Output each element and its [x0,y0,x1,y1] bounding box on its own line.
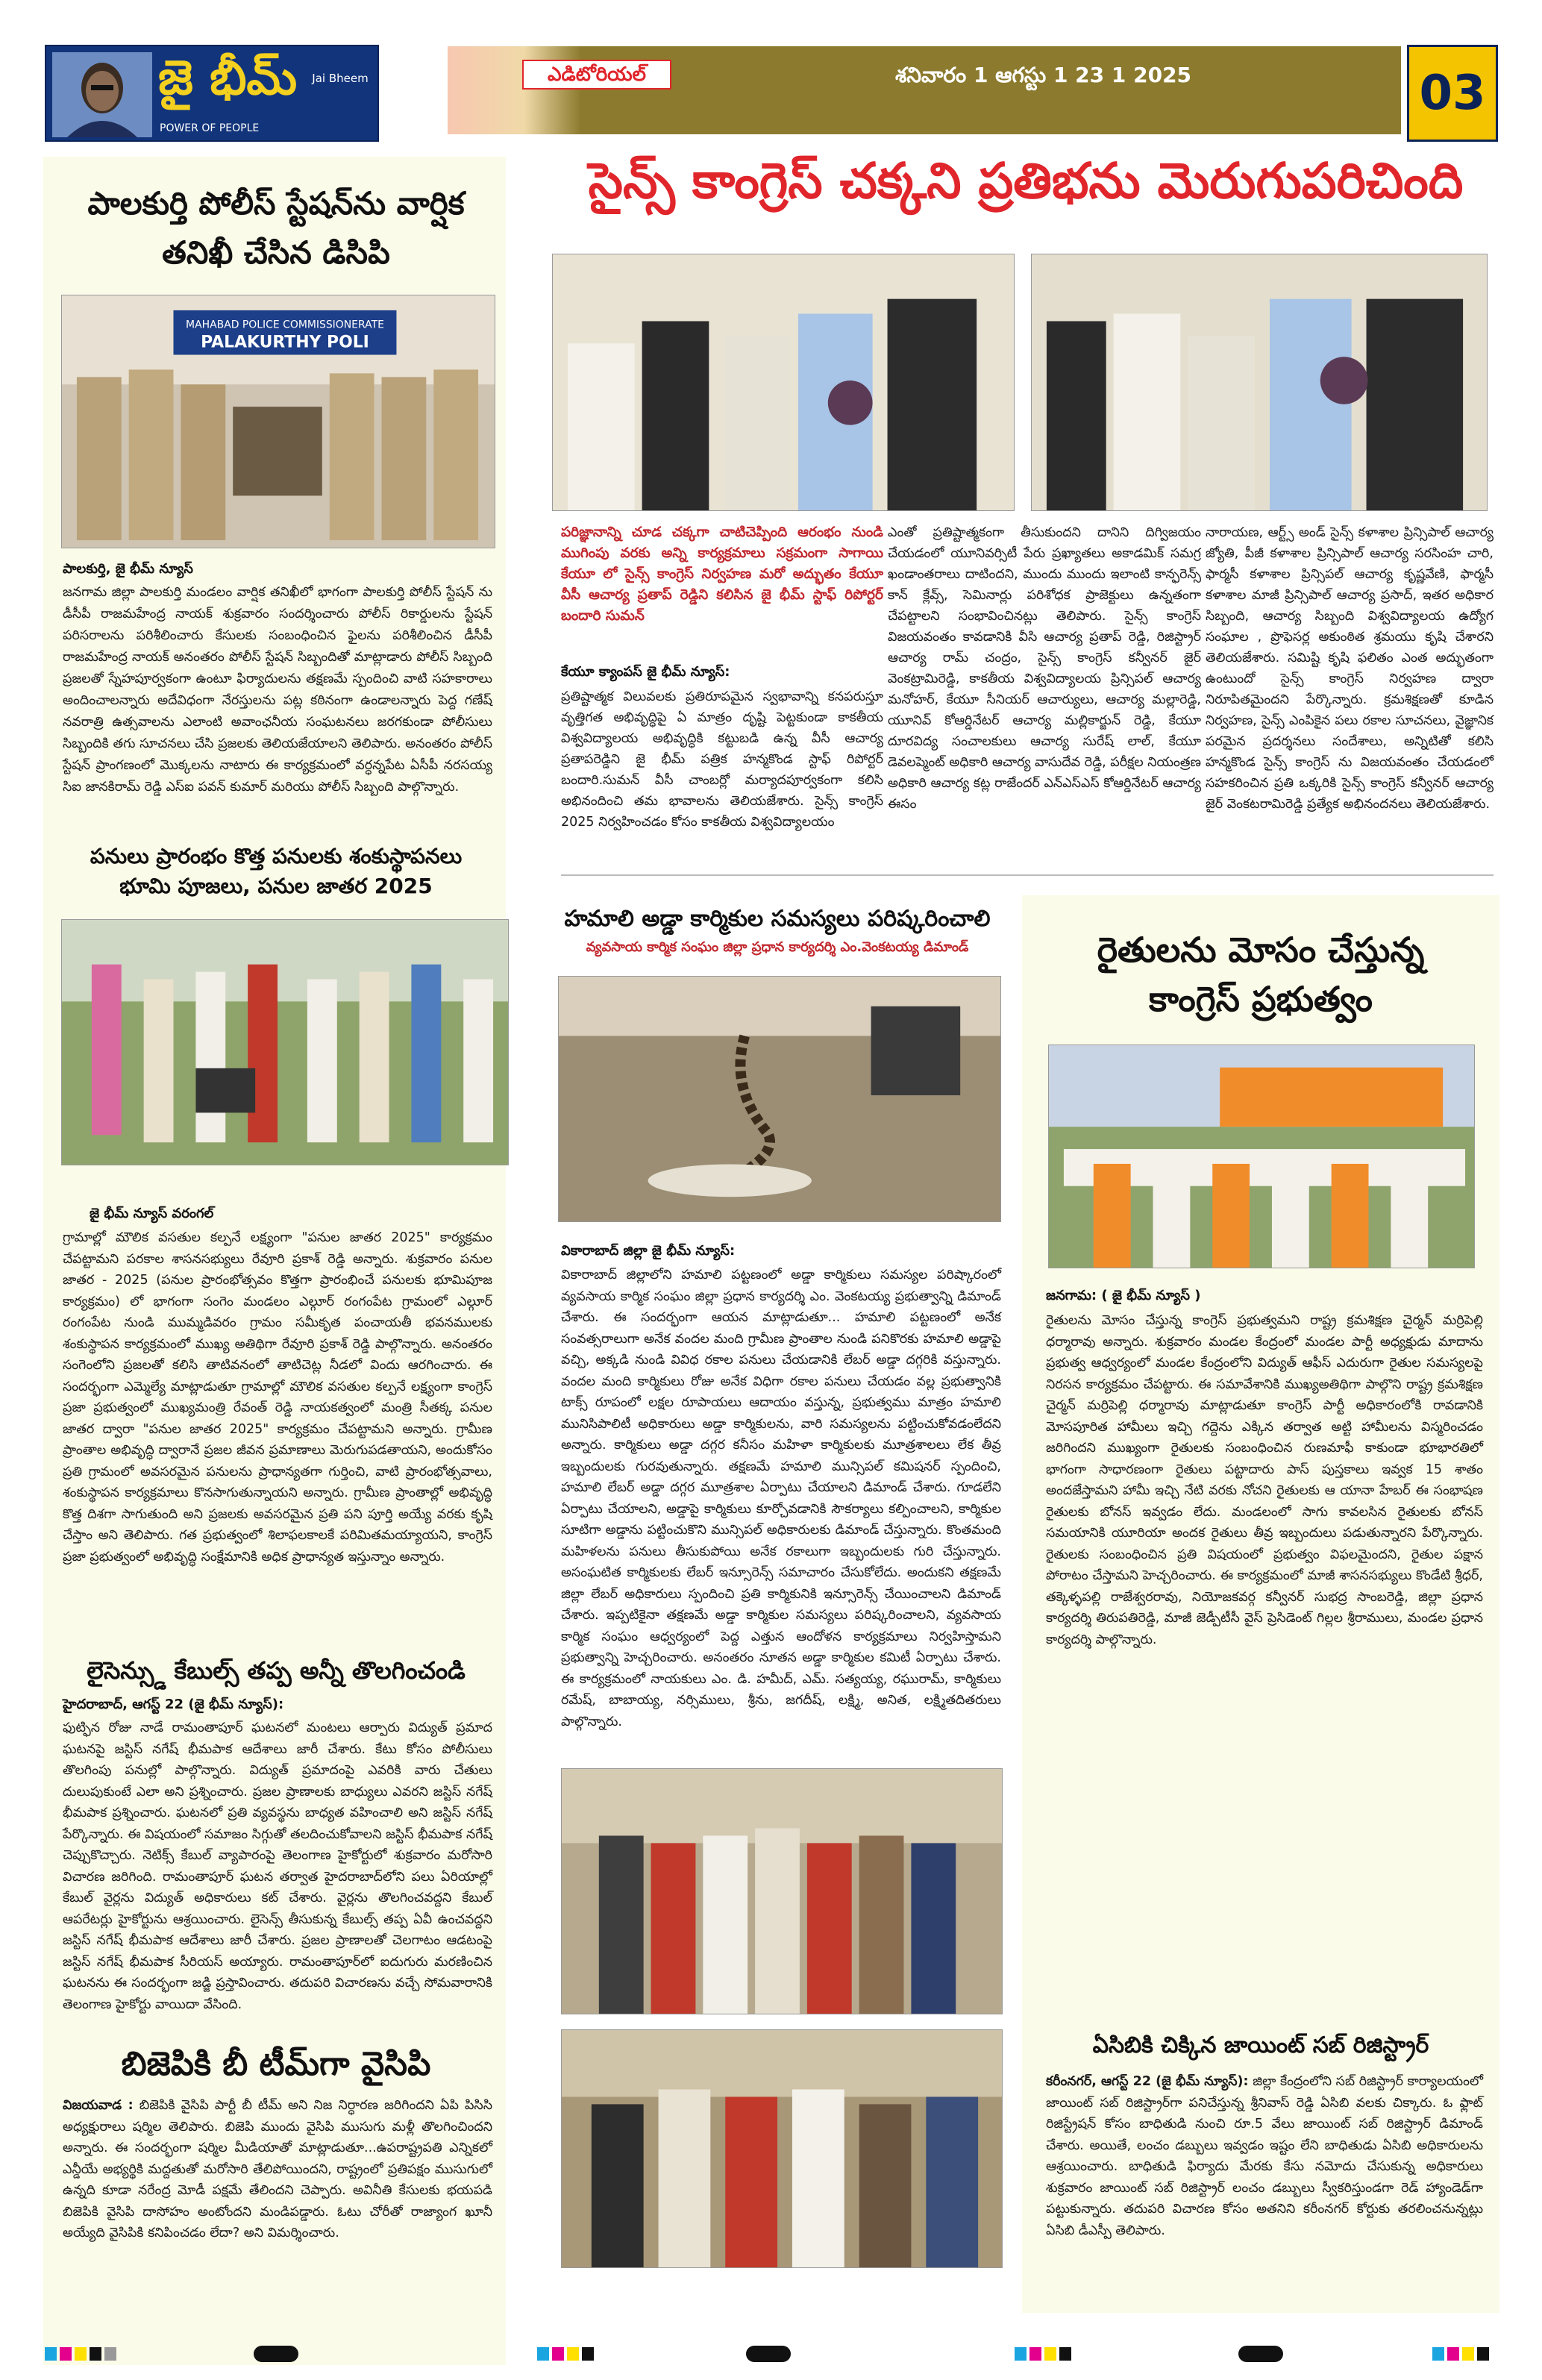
farmers-headline: రైతులను మోసం చేస్తున్న [1097,930,1425,970]
pannula-headline-2: భూమి పూజలు, పనుల జాతర 2025 [119,874,433,898]
bjp-body [63,2095,492,2244]
photo-sign: PALAKURTHY POLI [201,333,369,352]
brand-tagline: POWER OF PEOPLE [160,122,260,134]
hamali-photo-2 [561,1768,1003,2014]
cables-body: ఫుట్ఫిన రోజు నాడే రామంతాపూర్ ఘటనలో మంటలు ఆర్పారు విద్యుత్ ప్రమాద ఘటనపై జస్టిస్ నగేష్ భీమపాక ఆదేశాలు జారీ చేశారు. కేటు కోసం పోలీసులు తొలగింపు పనుల్లో పాల్గొన్నారు. విద్యుత్ ప్రమాదంపై ఎవరికి వారు చేతులు దులుపుకుంటే ఎలా అని ప్రశ్నించారు. ప్రజల ప్రాణాలకు బాధ్యులు ఎవరని జస్టిస్ నగేష్ భీమపాక ప్రశ్నించారు. ఘటనలో ప్రతి వ్యవస్థను బాధ్యత వహించాలి అని జస్టిస్ నగేష్ పేర్కొన్నారు. ఈ విషయంలో సమాజం సిగ్గుతో తలదించుకోవాలని జస్టిస్ భీమపాక నగేష్ చెప్పుకొచ్చారు. నెటిక్స్ కేబుల్ వ్యాపారంపై తెలంగాణ హైకోర్టులో శుక్రవారం మరోసారి విచారణ జరిగింది. రామంతాపూర్ ఘటన తర్వాత హైదరాబాద్‌లోని పలు ఏరియాల్లో కేబుల్ వైర్లను విద్యుత్ అధికారులు కట్ చేశారు. వైర్లను తొలగించవద్దని కేబుల్ ఆపరేటర్లు హైకోర్టును ఆశ్రయించారు. లైసెన్స్ తీసుకున్న కేబుల్స్ తప్ప ఏవీ ఉంచవద్దని జస్టిస్ నగేష్ భీమపాక ఆదేశాలు జారీ చేశారు. ప్రజల ప్రాణాలతో చెలగాటం ఆడటంపై జస్టిస్ నగేష్ భీమపాక సీరియస్ అయ్యారు. రామంతాపూర్‌లో ఐదుగురు మరణించిన ఘటనను ఈ సందర్భంగా జడ్జి ప్రస్తావించారు. తదుపరి విచారణను వచ్చే సోమవారానికి తెలంగాణ హైకోర్టు వాయిదా వేసింది. [63,1720,492,2012]
brand-small-logo: Jai Bheem [312,72,369,85]
science-headline: సైన్స్ కాంగ్రెస్ చక్కని ప్రతిభను మెరుగుపరిచింది [588,152,1464,210]
acb-headline: ఏసిబికి చిక్కిన జాయింట్ సబ్ రిజిస్ట్రార్ [1092,2032,1429,2058]
hamali-photo-3 [561,2029,1003,2268]
palakurthi-photo [61,295,495,548]
farmers-photo [1048,1045,1475,1268]
palakurthi-body: జనగామ జిల్లా పాలకుర్తి మండలం వార్షిక తనిఖీలో భాగంగా పాలకుర్తి పోలీస్ స్టేషన్ ను డీసీపీ రాజమహేంద్ర నాయక్ శుక్రవారం సందర్శించారు పోలీస్ రికార్డులను స్టేషన్ పరిసరాలను పరిశీలించారు కేసులకు సంబంధించిన ఫైలను పరిశీలించిన డీసీపీ రాజమహేంద్ర నాయక్ అనంతరం పోలీస్ స్టేషన్ సిబ్బందితో మాట్లాడారు పోలీస్ సిబ్బంది ప్రజలతో స్నేహపూర్వకంగా ఉంటూ ఫిర్యాదులను తక్షణమే స్పందించి వాటి సహకారాలు అందించాలన్నారు అదేవిధంగా నేరస్తులను పట్ల కఠినంగా ఉండాలన్నారు పెద్ద గణేష్ నవరాత్రి ఉత్సవాలను ఎలాంటి అవాంఛనీయ సంఘటనలు జరగకుండా పోలీసులు సిబ్బందికి తగు సూచనలు చేసి ప్రజలకు తెలియజేయాలని తెలిపారు. అనంతరం పోలీస్ స్టేషన్ ప్రాంగణంలో మొక్కలను నాటారు ఈ కార్యక్రమంలో వర్ధన్నపేట ఏసీపీ నరసయ్య సిఐ జానకిరామ్ రెడ్డి ఎస్ఐ పవన్ కుమార్ మరియు పోలీస్ సిబ్బంది పాల్గొన్నారు. [63,585,492,795]
pannula-body: గ్రామాల్లో మౌలిక వసతుల కల్పనే లక్ష్యంగా "పనుల జాతర 2025" కార్యక్రమం చేపట్టామని పరకాల శాసనసభ్యులు రేవూరి ప్రకాశ్ రెడ్డి అన్నారు. శుక్రవారం పనుల జాతర - 2025 (పనుల ప్రారంభోత్సవం కొత్తగా ప్రారంభించే పనులకు భూమిపూజ కార్యక్రమం) లో భాగంగా సంగెం మండలం ఎల్గూర్ రంగంపేట గ్రామంలో ఎల్గూర్ రంగంపేట నుండి ముమ్మడివరం గ్రామం సమీకృత పంచాయతీ భవనములకు శంకుస్థాపన కార్యక్రమంలో ముఖ్య అతిథిగా రేవూరి ప్రకాశ్ రెడ్డి పాల్గొన్నారు. అనంతరం సంగెంలోని ప్రజలతో కలిసి తాటివనంలో తాటిచెట్ల నీడలో విందు ఆరగించారు. ఈ సందర్భంగా ఎమ్మెల్యే మాట్లాడుతూ గ్రామాల్లో మౌలిక వసతుల కల్పనే లక్ష్యంగా కాంగ్రెస్ ప్రజా ప్రభుత్వంలో ముఖ్యమంత్రి రేవంత్ రెడ్డి నాయకత్వంలో మంత్రి సీతక్క పనుల జాతర ద్వారా "పనుల జాతర 2025" కార్యక్రమం చేపట్టామని అన్నారు. గ్రామీణ ప్రాంతాల అభివృద్ధి ద్వారానే ప్రజల జీవన ప్రమాణాలు మెరుగుపడతాయని, అందుకోసం ప్రతి గ్రామంలో అవసరమైన పనులను ప్రాధాన్యతగా గుర్తించి, వాటి ప్రారంభోత్సవాలు, శంకుస్థాపన కార్యక్రమాలు కొనసాగుతున్నాయని అన్నారు. గ్రామీణ ప్రాంతాల్లో అభివృద్ధి కొత్త దిశగా సాగుతుంది అని ప్రజలకు అవసరమైన ప్రతి పని పూర్తి అయ్యే వరకు కృషి చేస్తాం అని తెలిపారు. గత ప్రభుత్వంలో శిలాఫలకాలకే పరిమితమయ్యాయని, కాంగ్రెస్ ప్రజా ప్రభుత్వంలో అభివృద్ధి సంక్షేమానికి అధిక ప్రాధాన్యత ఇస్తున్నాం అన్నారు. [63,1230,492,1565]
header-band [448,46,1401,134]
page-number: 03 [1407,45,1498,142]
acb-body [1046,2071,1483,2241]
photo-sign-top: MAHABAD POLICE COMMISSIONERATE [186,319,384,331]
science-col1: ప్రతిష్టాత్మక విలువలకు ప్రతిరూపమైన స్వభావాన్ని కనపరుస్తూ వృత్తిగత అభివృద్ధిపై ఏ మాత్రం దృష్టి పెట్టకుండా కాకతీయ విశ్వవిద్యాలయ అభివృద్ధికి కట్టుబడి ఉన్న వీసీ ఆచార్య ప్రతాపరెడ్డిని జై భీమ్ పత్రిక హన్మకొండ స్టాఫ్ రిపోర్టర్ బందారి.సుమన్ వీసీ చాంబర్లో మర్యాదపూర్వకంగా కలిసి అభినందించి తమ భావాలను తెలియజేశారు. సైన్స్ కాంగ్రెస్ 2025 నిర్వహించడం కోసం కాకతీయ విశ్వవిద్యాలయం [561,689,883,830]
section-label: ఎడిటోరియల్ [522,60,671,90]
hamali-body: వికారాబాద్ జిల్లాలోని హమాలి పట్టణంలో అడ్డా కార్మికులు సమస్యల పరిష్కారంలో వ్యవసాయ కార్మిక సంఘం జిల్లా ప్రధాన కార్యదర్శి ఎం. వెంకటయ్య ప్రభుత్వాన్ని డిమాండ్ చేశారు. ఈ సందర్భంగా ఆయన మాట్లాడుతూ... హమాలి పట్టణంలో అనేక సంవత్సరాలుగా అనేక వందల మంది గ్రామీణ ప్రాంతాల నుండి పనికొరకు హమాలి అడ్డాపై వచ్చి, అక్కడి నుండి వివిధ రకాల పనులు చేయడానికి లేబర్ అడ్డా దగ్గరికి వస్తున్నారు. వందల మంది కార్మికులు రోజు అనేక విధిగా రకాల పనులు చేయడం వల్ల ప్రభుత్వానికి టాక్స్ రూపంలో లక్షల రూపాయలు ఆదాయం వస్తున్న, ప్రభుత్వము మాత్రం హమాలి మునిసిపాలిటీ అధికారులు అడ్డా కార్మికులను, వారి సమస్యలను పట్టించుకోవడంలేదని అన్నారు. కార్మికులు అడ్డా దగ్గర కనీసం మహిళా కార్మికులకు మూత్రశాలలు లేక తీవ్ర ఇబ్బందులకు గురవుతున్నారు. తక్షణమే హమాలి మున్సిపల్ కమిషనర్ స్పందించి, హమాలి లేబర్ అడ్డా దగ్గర మూత్రశాల ఏర్పాటు చేయాలని డిమాండ్ చేశారు. గూడలేని ఏర్పాటు చేయాలని, అడ్డాపై కార్మికులు కూర్చోవడానికి సౌకర్యాలు కల్పించాలని, కార్మికుల సూటిగా అడ్డాను పట్టించుకొని మున్సిపల్ అధికారులకు డిమాండ్ చేస్తున్నారు. కొంతమంది మహిళలను పనులు తీసుకుపోయి అనేక రకాలుగా ఇబ్బందులకు గురి చేస్తున్నారు. అసంఘటిత కార్మికులకు లేబర్ ఇన్సూరెన్స్ సమాచారం చేసుకోలేదు. అందుకని తక్షణమే జిల్లా లేబర్ అధికారులు స్పందించి ప్రతి కార్మికునికి ఇన్సూరెన్స్ చేయించాలని డిమాండ్ చేశారు. ఇప్పటికైనా తక్షణమే అడ్డా కార్మికుల సమస్యలు పరిష్కరించాలని, వ్యవసాయ కార్మిక సంఘం ఆధ్వర్యంలో పెద్ద ఎత్తున ఆందోళన కార్యక్రమాలు నిర్వహిస్తామని ప్రభుత్వాన్ని హెచ్చరించారు. అనంతరం నూతన అడ్డా కార్మికుల కమిటీ ఏర్పాటు చేశారు. ఈ కార్యక్రమంలో నాయకులు ఎం. డి. హమీద్, ఎమ్. సత్యయ్య, రఘురామ్, కార్మికులు రమేష్, బాబాయ్య, నర్సిములు, శ్రీను, జగదీష్, లక్ష్మి, అనిత, లక్ష్మితదితరులు పాల్గొన్నారు. [561,1268,1001,1729]
masthead-logo [45,45,379,142]
science-col3: నారాయణ, ఆర్ట్స్ అండ్ సైన్స్ కళాశాల ప్రిన్సిపాల్ ఆచార్య జ్యోతి, పీజీ కళాశాల ప్రిన్సిపాల్ ఆచార్య సరసింహ చారి, ఫార్మసీ కళాశాల ప్రిన్సిపల్ ఆచార్య కృష్ణవేణి, ఫార్మసీ కళాశాల మాజీ ప్రిన్సిపాల్ ఆచార్య ప్రసాద్, ఇతర అధికార సిబ్బంది, ఆచార్య సిబ్బంది విశ్వవిద్యాలయ ఉద్యోగ సంఘాల , ప్రొఫెసర్ల అకుంఠిత శ్రమయు కృషి చేశారని తెలియజేశారు. సమిష్టి కృషి ఫలితం ఎంత అద్భుతంగా ఉంటుందో సైన్స్ కాంగ్రెస్ నిర్వహణ ద్వారా నిరూపితమైందని పేర్కొన్నారు. క్రమశిక్షణతో కూడిన నిర్వహణ, సైన్స్ ఎంపికైన పలు రకాల సూచనలు, వైజ్ఞానిక పరమైన ప్రదర్శనలు సందేశాలు, అన్నిటితో కలిసి హన్మకొండ సైన్స్ కాంగ్రెస్ ను విజయవంతం చేయడంలో సహకరించిన ప్రతి ఒక్కరికి సైన్స్ కాంగ్రెస్ కన్వీనర్ ఆచార్య జైర్ వెంకటరామిరెడ్డి ప్రత్యేక అభినందనలు తెలియజేశారు. [1206,525,1494,812]
acb-dateline: కరీంనగర్, ఆగస్ట్ 22 (జై భీమ్ న్యూస్): [1046,2074,1249,2089]
issue-date: శనివారం 1 ఆగస్టు 1 23 1 2025 [895,63,1192,87]
hamali-headline: హమాలి అడ్డా కార్మికుల సమస్యలు పరిష్కరించాలి [564,906,991,932]
science-col2: ఎంతో ప్రతిష్టాత్మకంగా తీసుకుందని దానిని దిగ్విజయం చేయడంలో యూనివర్సిటీ పేరు ప్రఖ్యాతలు అకాడమిక్ సమగ్ర ఖండాంతరాలు దాటిందని, ముందు ముందు ఇలాంటి కాన్ఫరెన్స్ కాన్ క్లేవ్స్, సెమినార్లు పరిశోధక ప్రాజెక్టులు ఉన్నతంగా చేపట్టాలని సంభావించినట్లు తెలిపారు. సైన్స్ కాంగ్రెస్ విజయవంతం కావడానికి వీసి ఆచార్య ప్రతాప్ రెడ్డి, రిజిస్ట్రార్ ఆచార్య రామ్ చంద్రం, సైన్స్ కాంగ్రెస్ కన్వీనర్ జైర్ వెంకట్రామిరెడ్డి, కాకతీయ విశ్వవిద్యాలయ ప్రిన్సిపల్ ఆచార్య మనోహర్, కేయూ సీనియర్ ఆచార్యులు, ఆచార్య మల్లారెడ్డి, యూనివ్ కోఆర్డినేటర్ ఆచార్య మల్లికార్జున్ రెడ్డి, కేయూ దూరవిద్య సంచాలకులు ఆచార్య సురేష్ లాల్, కేయూ డెవలప్మెంట్ అధికారి ఆచార్య వాసుదేవ రెడ్డి, పరీక్షల నియంత్రణ అధికారి ఆచార్య కట్ల రాజేందర్ ఎన్ఎస్ఎస్ కోఆర్డినేటర్ ఆచార్య ఈసం [888,525,1201,812]
pannula-headline: పనులు ప్రారంభం కొత్త పనులకు శంకుస్థాపనలు [90,844,463,868]
ambedkar-portrait [52,52,152,137]
pannula-photo [61,919,509,1165]
bjp-headline: బిజెపికి బీ టీమ్‌గా వైసిపి [121,2045,431,2083]
acb-body-text: జిల్లా కేంద్రంలోని సబ్ రిజిస్ట్రార్ కార్యాలయంలో జాయింట్ సబ్ రిజిస్ట్రార్‌గా పనిచేస్తున్న శ్రీనివాస్ రెడ్డి ఏసిబి వలకు చిక్కారు. ఓ ఫ్లాట్ రిజిస్ట్రేషన్ కోసం బాధితుడి నుంచి రూ.5 వేలు జాయింట్ సబ్ రిజిస్ట్రార్ డిమాండ్ చేశారు. అయితే, లంచం డబ్బులు ఇవ్వడం ఇష్టం లేని బాధితుడు ఏసిబి అధికారులను ఆశ్రయించారు. బాధితుడి ఫిర్యాదు మేరకు కేసు నమోదు చేసుకున్న అధికారులు శుక్రవారం జాయింట్ సబ్ రిజిస్ట్రార్ లంచం డబ్బులు స్వీకరిస్తుండగా రెడ్ హ్యాండెడ్‌గా పట్టుకున్నారు. తదుపరి విచారణ కోసం అతనిని కరీంనగర్ కోర్టుకు తరలించనున్నట్లు ఏసిబి డీఎస్పీ తెలిపారు. [1046,2074,1483,2238]
hamali-dateline: వికారాబాద్ జిల్లా జై భీమ్ న్యూస్: [561,1243,736,1259]
bjp-dateline: విజయవాడ : [63,2098,134,2113]
cables-headline: లైసెన్స్డు కేబుల్స్ తప్ప అన్నీ తొలగించండి [87,1656,466,1685]
farmers-dateline: జనగామ: ( జై భీమ్ న్యూస్ ) [1046,1288,1201,1303]
hamali-photo [558,976,1001,1222]
farmers-body: రైతులను మోసం చేస్తున్న కాంగ్రెస్ ప్రభుత్వమని రాష్ట్ర క్రమశిక్షణ చైర్మన్ మర్రిపెల్లి ధర్మారావు అన్నారు. శుక్రవారం మండల కేంద్రంలో మండల పార్టీ అధ్యక్షుడు మాదాను ప్రభుత్వ ఆధ్వర్యంలో మండల కేంద్రంలోని విద్యుత్ ఆఫీస్ ఎదురుగా రైతుల సమస్యలపై నిరసన కార్యక్రమం చేపట్టారు. ఈ సమావేశానికి ముఖ్యఅతిథిగా పాల్గొని రాష్ట్ర క్రమశిక్షణ చైర్మన్ మర్రిపెల్లి ధర్మారావు మాట్లాడుతూ కాంగ్రెస్ పార్టీ అధికారంలోకి రావడానికి మోసపూరిత హామీలు ఇచ్చి గద్దెను ఎక్కిన తర్వాత అట్టి హామీలను విస్మరించడం జరిగిందని ముఖ్యంగా రైతులకు సంబంధించిన రుణమాఫీ కాకుండా భూభారతిలో భాగంగా సాధారణంగా రైతులు పట్టాదారు పాస్ పుస్తకాలు ఇవ్వక 15 శాతం అందజేస్తామని హామీ ఇచ్చి నేటి వరకు నోచని రైతులకు ఆ యానా హేబర్ ఈ సంభాషణ రైతులకు బోనస్ ఇవ్వడం లేదు. మండలంలో సాగు కావలసిన రైతులకు బోనస్ సమయానికి యూరియా అందక రైతులు తీవ్ర ఇబ్బందులు పడుతున్నారని పేర్కొన్నారు. రైతులకు సంబంధించిన ప్రతి విషయంలో ప్రభుత్వం విఫలమైందని, రైతుల పక్షాన పోరాటం చేస్తామని హెచ్చరించారు. ఈ కార్యక్రమంలో మాజీ శాసనసభ్యులు కొండేటి శ్రీధర్, తక్కెళ్ళపల్లి రాజేశ్వరరావు, నియోజకవర్గ కన్వీనర్ సుభద్ర సాంబరెడ్డి, జిల్లా ప్రధాన కార్యదర్శి తిరుపతిరెడ్డి, మాజీ జెడ్పీటీసీ వైస్ ప్రెసిడెంట్ గిల్లల శ్రీరాములు, మండల ప్రధాన కార్యదర్శి పాల్గొన్నారు. [1046,1313,1483,1647]
brand-title: జై భీమ్ [158,51,298,106]
science-photo-2 [1031,254,1488,511]
bjp-body-text: బిజెపికి వైసిపి పార్టీ బీ టీమ్ అని నిజ నిర్ధారణ జరిగిందని ఏపి పిసిసి అధ్యక్షురాలు షర్మిల తెలిపారు. బిజెపి ముందు వైసిపి ముసుగు మళ్లీ తొలగించిందని అన్నారు. ఈ సందర్భంగా షర్మిల మీడియాతో మాట్లాడుతూ...ఉపరాష్ట్రపతి ఎన్నికలో ఎన్డీయే అభ్యర్థికి మద్దతుతో మరోసారి తేలిపోయిందని, రాష్ట్రంలో ప్రతిపక్షం ముసుగులో ఉన్నది కూడా నరేంద్ర మోడీ పక్షమే తేలిందని చెప్పారు. అవినీతి కేసులకు భయపడి బిజెపికి వైసిపి దాసోహం అంటోందని మండిపడ్డారు. ఓటు చోరీతో రాజ్యాంగ ఖూనీ అయ్యేది వైసిపికి కనిపించడం లేదా? అని విమర్శించారు. [63,2098,492,2240]
science-highlights: పరిజ్ఞానాన్ని చూడ చక్కగా చాటిచెప్పింది ఆరంభం నుండి ముగింపు వరకు అన్ని కార్యక్రమాలు సక్రమంగా సాగాయి కేయూ లో సైన్స్ కాంగ్రెస్ నిర్వహణ మరో అద్భుతం కేయూ వీసీ ఆచార్య ప్రతాప్ రెడ్డిని కలిసిన జై భీమ్ స్టాఫ్ రిపోర్టర్ బందారి సుమన్ [561,524,883,624]
palakurthi-dateline: పాలకుర్తి, జై భీమ్ న్యూస్ [63,561,193,577]
print-registration-marks [45,2343,1499,2365]
science-photo-1 [552,254,1015,511]
farmers-headline-2: కాంగ్రెస్ ప్రభుత్వం [1149,979,1373,1019]
section-divider [561,874,1494,876]
pannula-dateline: జై భీమ్ న్యూస్ వరంగల్ [90,1206,214,1221]
hamali-subhead: వ్యవసాయ కార్మిక సంఘం జిల్లా ప్రధాన కార్యదర్శి ఎం.వెంకటయ్య డిమాండ్ [586,939,969,955]
palakurthi-headline: పాలకుర్తి పోలీస్ స్టేషన్‌ను వార్షిక తనిఖీ చేసిన డిసిపి [87,185,465,271]
cables-dateline: హైదరాబాద్, ఆగస్ట్ 22 (జై భీమ్ న్యూస్): [63,1697,284,1712]
science-dateline: కేయూ క్యాంపస్ జై భీమ్ న్యూస్: [561,664,730,680]
